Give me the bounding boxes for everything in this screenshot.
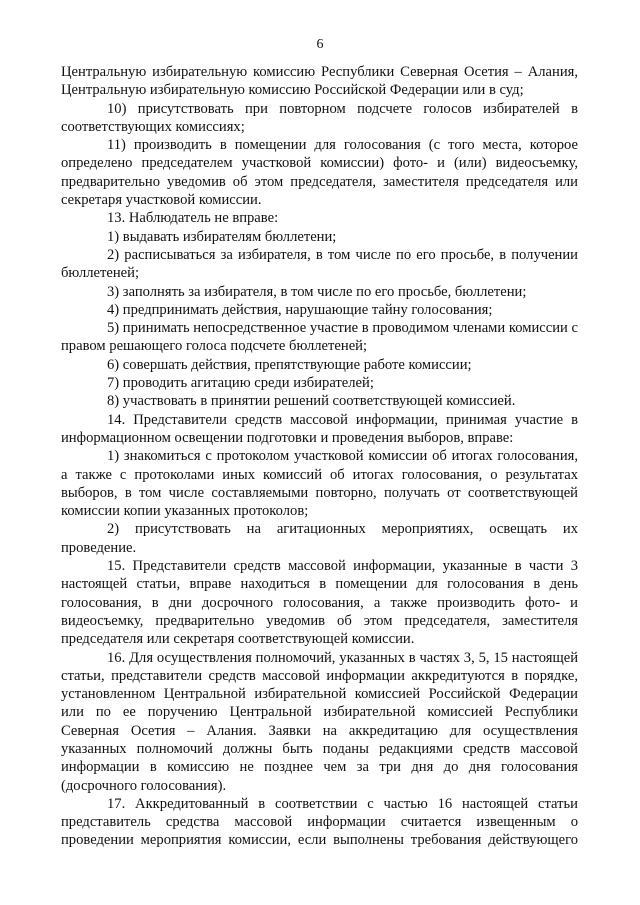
paragraph-13-item-2: 2) расписываться за избирателя, в том числе по его просьбе, в получении бюллетеней;: [61, 246, 578, 282]
paragraph-section-16: 16. Для осуществления полномочий, указанных в частях 3, 5, 15 настоящей статьи, представители средств массовой информации аккредитуются в порядке, установленном Центральной избирательной комиссией Российской Федерации или по ее поручению Центральной избирательной комиссией Республики Северная Осетия – Алания. Заявки на аккредитацию для осуществления указанных полномочий должны быть поданы редакциями средств массовой информации в комиссию не позднее чем за три дня до дня голосования (досрочного голосования).: [61, 649, 578, 794]
page-number: 6: [316, 37, 324, 52]
paragraph-13-item-7: 7) проводить агитацию среди избирателей;: [107, 375, 374, 392]
paragraph-section-15: 15. Представители средств массовой информации, указанные в части 3 настоящей статьи, вправе находиться в помещении для голосования в день голосования, в дни досрочного голосования, а также производить фото- и видеосъемку, предварительно уведомив об этом председателя, заместителя председателя или секретаря соответствующей комиссии.: [61, 558, 578, 648]
paragraph-14-item-1: 1) знакомиться с протоколом участковой комиссии об итогах голосования, а также с протоколами иных комиссий об итогах голосования, о результатах выборов, в том числе составляемыми повторно, получать от соответствующей комиссии копии указанных протоколов;: [61, 448, 578, 520]
paragraph-section-14: 14. Представители средств массовой информации, принимая участие в информационном освещении подготовки и проведения выборов, вправе:: [61, 411, 578, 446]
paragraph-13-item-4: 4) предпринимать действия, нарушающие тайну голосования;: [107, 301, 493, 318]
paragraph-section-17: 17. Аккредитованный в соответствии с частью 16 настоящей статьи представитель средства массовой информации считается извещенным о проведении мероприятия комиссии, если выполнены требования действующего: [61, 795, 578, 849]
paragraph-13-item-5: 5) принимать непосредственное участие в проводимом членами комиссии с правом решающего голоса подсчете бюллетеней;: [61, 320, 578, 355]
paragraph-section-13: 13. Наблюдатель не вправе:: [107, 210, 279, 227]
document-body: [61, 63, 578, 850]
paragraph-14-item-2: 2) присутствовать на агитационных мероприятиях, освещать их проведение.: [61, 521, 578, 556]
paragraph-13-item-1: 1) выдавать избирателям бюллетени;: [107, 228, 337, 245]
paragraph-13-item-8: 8) участвовать в принятии решений соответствующей комиссией.: [107, 393, 516, 410]
paragraph-continuation: Центральную избирательную комиссию Республики Северная Осетия – Алания, Центральную избирательную комиссию Российской Федерации или в суд;: [61, 64, 578, 99]
paragraph-13-item-3: 3) заполнять за избирателя, в том числе по его просьбе, бюллетени;: [107, 283, 527, 300]
paragraph-item-11: 11) производить в помещении для голосования (с того места, которое определено председателем участковой комиссии) фото- и (или) видеосъемку, предварительно уведомив об этом председателя, заместителя председателя или секретаря участковой комиссии.: [61, 137, 578, 209]
paragraph-item-10: 10) присутствовать при повторном подсчете голосов избирателей в соответствующих комиссиях;: [61, 100, 578, 135]
paragraph-13-item-6: 6) совершать действия, препятствующие работе комиссии;: [107, 356, 472, 373]
